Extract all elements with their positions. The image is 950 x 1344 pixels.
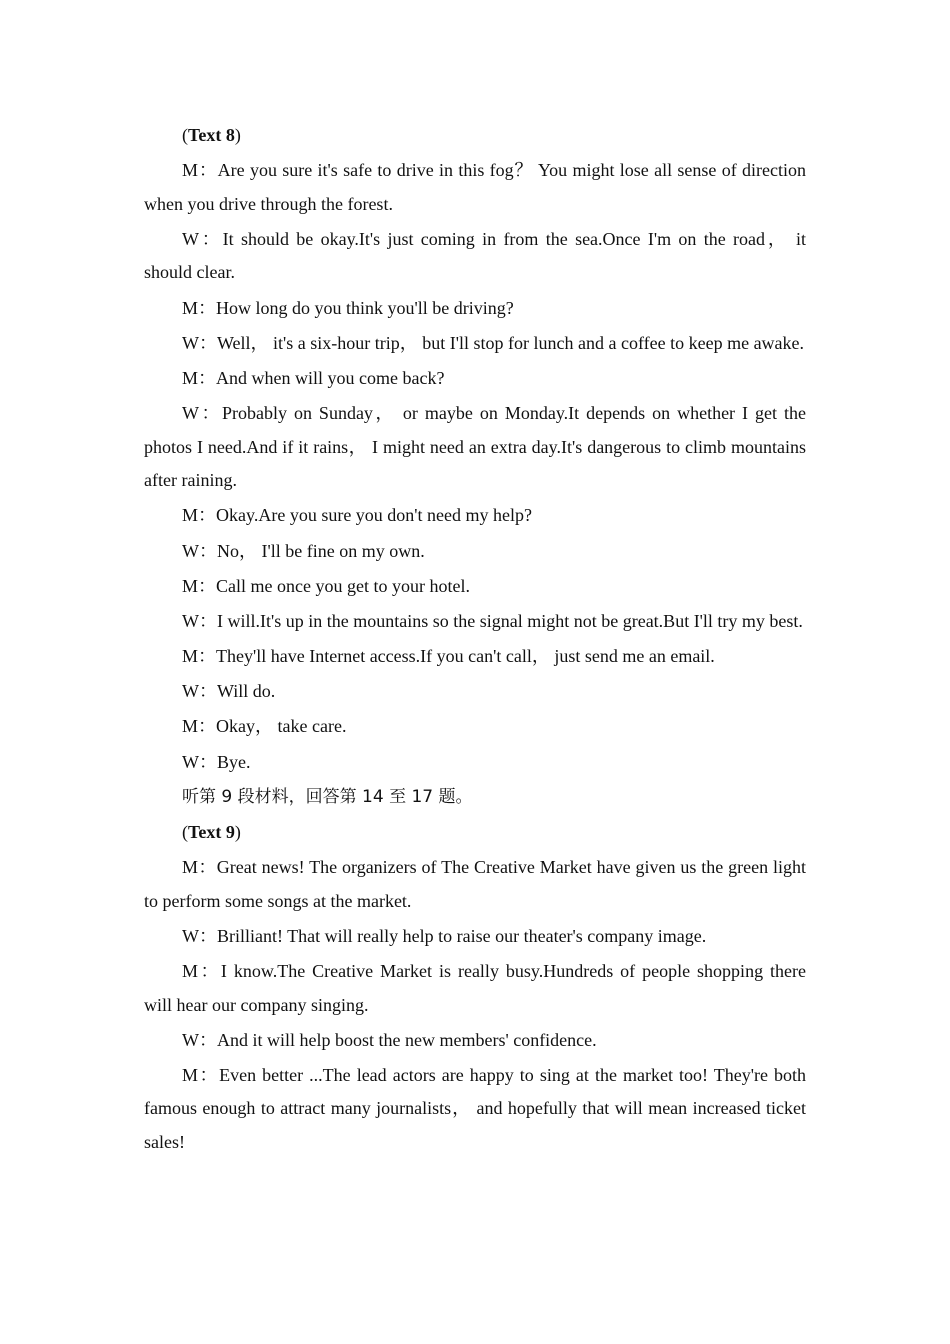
dialogue-line: W：Will do. (182, 681, 276, 702)
dialogue-line: W：I will.It's up in the mountains so the signal might not be great.But I'll try my best. (182, 610, 803, 631)
dialogue-line: W：Brilliant! That will really help to raise our theater's company image. (182, 925, 707, 946)
dialogue-line: W：Well， it's a six-hour trip， but I'll stop for lunch and a coffee to keep me awake. (182, 332, 805, 353)
dialogue-line: M：How long do you think you'll be driving? (182, 297, 514, 318)
dialogue-line: M：Call me once you get to your hotel. (182, 575, 470, 596)
dialogue-line: W：Bye. (182, 751, 251, 772)
document-page (144, 119, 806, 1161)
text8-heading: (Text 8) (182, 125, 241, 145)
dialogue-line: W：Probably on Sunday， or maybe on Monday.It depends on whether I get the photos I need.And if it rains， I might need an extra day.It's dangerous to climb mountains after raining. (144, 403, 806, 491)
dialogue-line: W：And it will help boost the new members' confidence. (182, 1029, 597, 1050)
dialogue-line: W：No， I'll be fine on my own. (182, 540, 425, 561)
dialogue-line: M：I know.The Creative Market is really busy.Hundreds of people shopping there will hear our company singing. (144, 961, 806, 1015)
dialogue-line: M：Okay， take care. (182, 716, 347, 737)
dialogue-line: W：It should be okay.It's just coming in from the sea.Once I'm on the road， it should clear. (144, 228, 806, 283)
dialogue-line: M：And when will you come back? (182, 367, 445, 388)
dialogue-line: M：Are you sure it's safe to drive in this fog？ You might lose all sense of direction when you drive through the forest. (144, 160, 806, 214)
instruction-line: 听第 9 段材料，回答第 14 至 17 题。 (182, 786, 473, 807)
dialogue-line: M：They'll have Internet access.If you can't call， just send me an email. (182, 646, 715, 667)
dialogue-line: M：Even better ...The lead actors are happy to sing at the market too! They're both famous enough to attract many journalists， and hopefully that will mean increased ticket sales! (144, 1064, 806, 1152)
dialogue-line: M：Okay.Are you sure you don't need my help? (182, 505, 533, 526)
text9-heading: (Text 9) (182, 822, 241, 842)
dialogue-line: M：Great news! The organizers of The Creative Market have given us the green light to perform some songs at the market. (144, 857, 806, 911)
